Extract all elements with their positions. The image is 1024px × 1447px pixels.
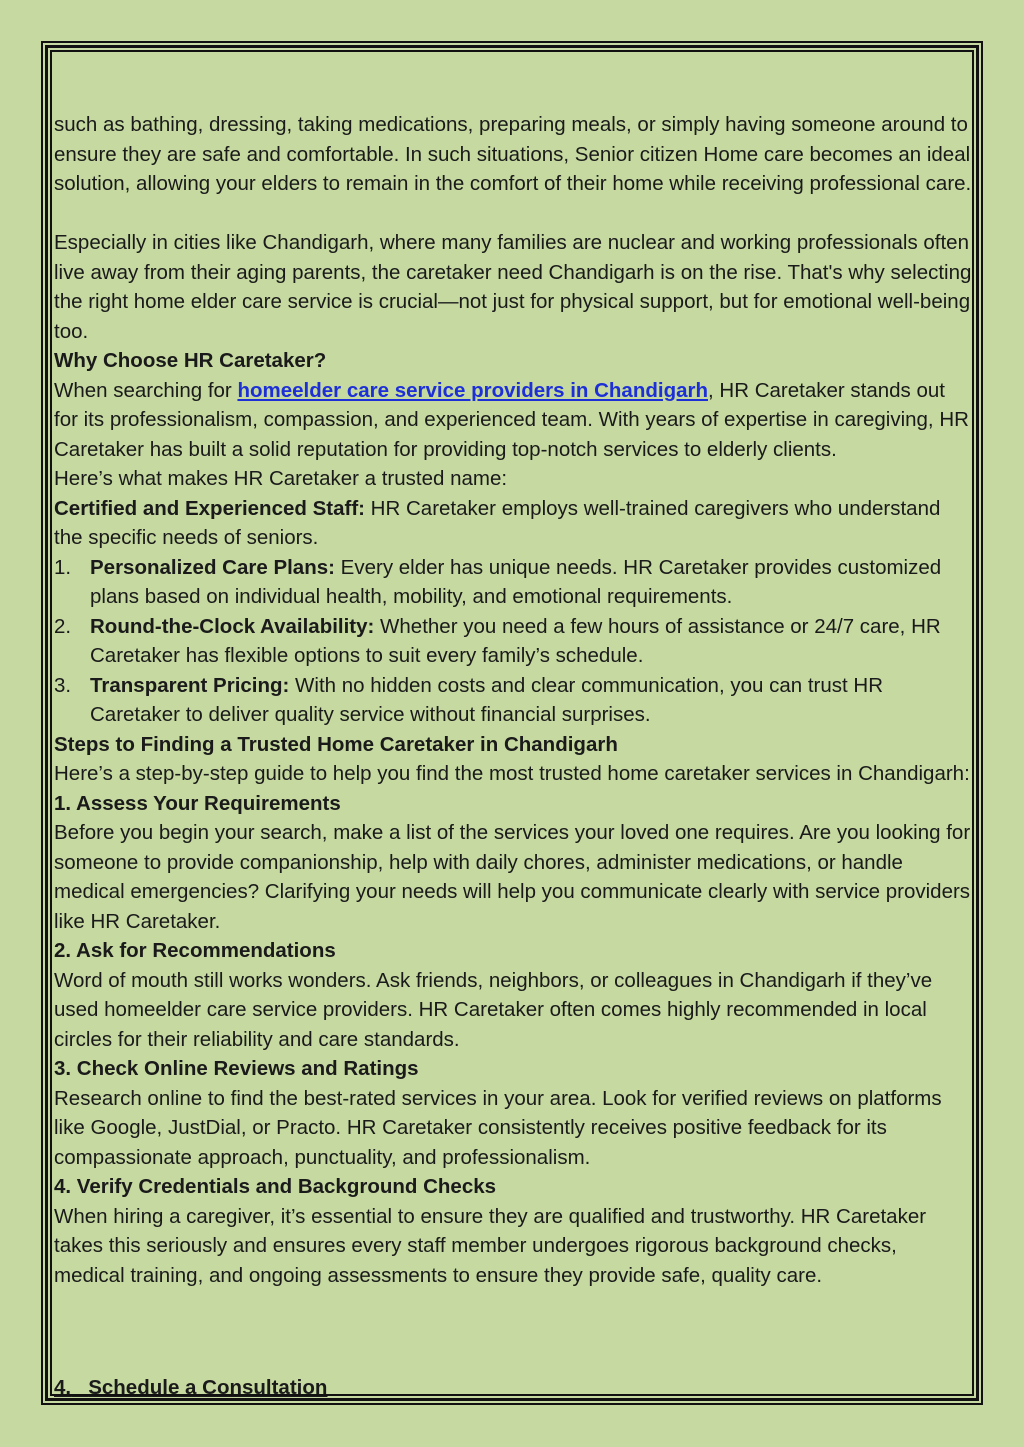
intro-paragraph-2: Especially in cities like Chandigarh, where many families are nuclear and working professionals often live away from their aging parents, the caretaker need Chandigarh is on the rise. That's why selecting the right home elder care service is crucial—not just for physical support, but for emotional well-being too. [54,231,972,343]
step-4-heading: 4. Verify Credentials and Background Checks [54,1175,497,1198]
why-heading: Why Choose HR Caretaker? [54,349,327,372]
why-text-before: When searching for [54,378,238,402]
step-3-heading: 3. Check Online Reviews and Ratings [54,1057,419,1080]
step-3-text: Research online to find the best-rated services in your area. Look for verified reviews on platforms like Google, JustDial, or Practo. HR Caretaker consistently receives positive feedback for its compassionate approach, punctuality, and professionalism. [54,1086,942,1169]
document-body [54,110,972,1290]
next-step-heading-clipped [54,1373,972,1397]
features-list [54,553,972,730]
list-item: 1. Personalized Care Plans: Every elder has unique needs. HR Caretaker provides customized plans based on individual health, mobility, and emotional requirements. [54,555,942,608]
trusted-intro: Here’s what makes HR Caretaker a trusted name: [54,467,508,490]
staff-paragraph [54,494,972,553]
paragraph-spacer [54,199,972,229]
step-2-heading: 2. Ask for Recommendations [54,939,336,962]
steps-heading: Steps to Finding a Trusted Home Caretaker in Chandigarh [54,732,618,756]
why-paragraph [54,376,972,465]
service-providers-link[interactable]: homeelder care service providers in Chandigarh [237,378,708,402]
staff-text: HR Caretaker employs well-trained caregivers who understand the specific needs of seniors. [54,496,941,549]
intro-paragraph-1: such as bathing, dressing, taking medications, preparing meals, or simply having someone around to ensure they are safe and comfortable. In such situations, Senior citizen Home care becomes an ideal solution, allowing your elders to remain in the comfort of their home while receiving professional care. [54,113,972,195]
why-text-after: , HR Caretaker stands out for its professionalism, compassion, and experienced team. With years of expertise in caregiving, HR Caretaker has built a solid reputation for providing top-notch services to elderly clients. [54,378,969,461]
step-1-heading: 1. Assess Your Requirements [54,791,341,815]
list-item: 2. Round-the-Clock Availability: Whether you need a few hours of assistance or 24/7 care, HR Caretaker has flexible options to suit every family’s schedule. [54,614,941,667]
step-2-text: Word of mouth still works wonders. Ask friends, neighbors, or colleagues in Chandigarh if they’ve used homeelder care service providers. HR Caretaker often comes highly recommended in local circles for their reliability and care standards. [54,968,933,1051]
step-1-text: Before you begin your search, make a list of the services your loved one requires. Are you looking for someone to provide companionship, help with daily chores, administer medications, or handle medical emergencies? Clarifying your needs will help you communicate clearly with service providers like HR Caretaker. [54,821,971,933]
step-4-text: When hiring a caregiver, it’s essential to ensure they are qualified and trustworthy. HR Caretaker takes this seriously and ensures every staff member undergoes rigorous background checks, medical training, and ongoing assessments to ensure they provide safe, quality care. [54,1204,927,1287]
staff-bold: Certified and Experienced Staff: [54,496,365,520]
steps-intro: Here’s a step-by-step guide to help you find the most trusted home caretaker services in Chandigarh: [54,762,970,785]
next-step-heading: 4. Schedule a Consultation [54,1376,328,1397]
list-item: 3. Transparent Pricing: With no hidden costs and clear communication, you can trust HR Caretaker to deliver quality service without financial surprises. [54,673,883,726]
